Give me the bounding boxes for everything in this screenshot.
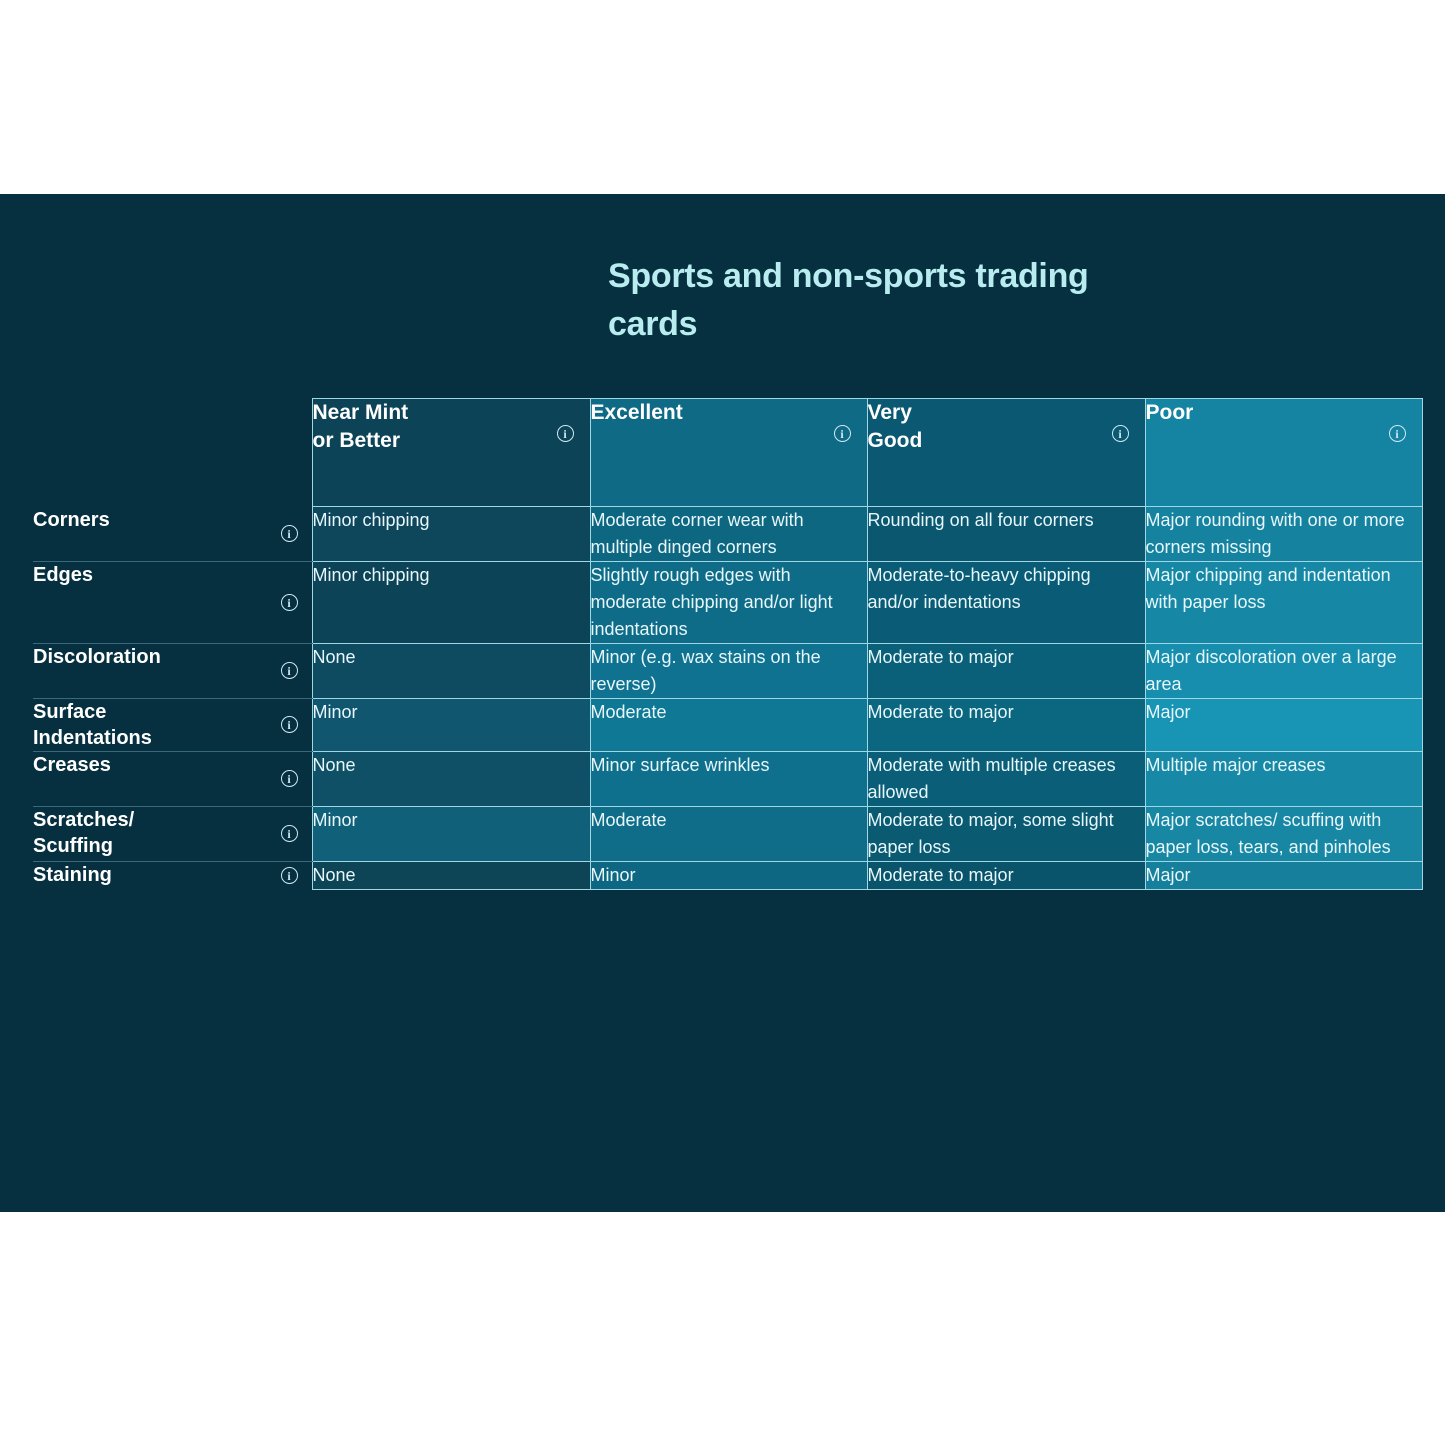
row-label-text: Corners	[33, 508, 110, 531]
column-header-near-mint-line1: Near Mint	[312, 401, 409, 424]
info-icon[interactable]: i	[834, 425, 851, 442]
cell-corners-near-mint: Minor chipping	[312, 507, 590, 562]
cell-edges-near-mint: Minor chipping	[312, 562, 590, 644]
table-row	[33, 699, 1422, 752]
info-icon[interactable]: i	[281, 594, 298, 611]
cell-surface-indentations-excellent: Moderate	[590, 699, 867, 752]
info-icon[interactable]: i	[281, 867, 298, 884]
cell-corners-poor: Major rounding with one or more corners missing	[1145, 507, 1422, 562]
table-row	[33, 562, 1422, 644]
cell-scratches-scuffing-very-good: Moderate to major, some slight paper loss	[867, 807, 1145, 862]
cell-creases-very-good: Moderate with multiple creases allowed	[867, 752, 1145, 807]
cell-staining-excellent: Minor	[590, 862, 867, 890]
page-title: Sports and non-sports trading cards	[608, 257, 1089, 343]
column-header-very-good-line2: Good	[867, 429, 923, 452]
table-row	[33, 752, 1422, 807]
row-label-scratches-scuffing	[33, 807, 312, 862]
cell-edges-poor: Major chipping and indentation with paper loss	[1145, 562, 1422, 644]
column-header-near-mint-line2: or Better	[312, 429, 401, 452]
row-label-text-line2: Scuffing	[33, 835, 113, 857]
grading-panel	[0, 194, 1445, 1212]
row-label-surface-indentations	[33, 699, 312, 752]
cell-scratches-scuffing-poor: Major scratches/ scuffing with paper loss, tears, and pinholes	[1145, 807, 1422, 862]
cell-scratches-scuffing-excellent: Moderate	[590, 807, 867, 862]
cell-staining-very-good: Moderate to major	[867, 862, 1145, 890]
cell-discoloration-near-mint: None	[312, 644, 590, 699]
header-corner-blank	[33, 399, 312, 507]
row-label-text: Edges	[33, 564, 94, 586]
cell-surface-indentations-very-good: Moderate to major	[867, 699, 1145, 752]
cell-edges-excellent: Slightly rough edges with moderate chipping and/or light indentations	[590, 562, 867, 644]
cell-creases-poor: Multiple major creases	[1145, 752, 1422, 807]
cell-discoloration-very-good: Moderate to major	[867, 644, 1145, 699]
cell-corners-very-good: Rounding on all four corners	[867, 507, 1145, 562]
cell-surface-indentations-near-mint: Minor	[312, 699, 590, 752]
info-icon[interactable]: i	[281, 525, 298, 542]
cell-corners-excellent: Moderate corner wear with multiple dinged corners	[590, 507, 867, 562]
cell-discoloration-poor: Major discoloration over a large area	[1145, 644, 1422, 699]
row-label-corners	[33, 507, 312, 562]
cell-creases-near-mint: None	[312, 752, 590, 807]
row-label-text: Creases	[33, 754, 111, 776]
column-header-excellent-line1: Excellent	[590, 401, 683, 424]
column-header-very-good-line1: Very	[867, 401, 912, 424]
table-header-row	[33, 399, 1422, 507]
cell-surface-indentations-poor: Major	[1145, 699, 1422, 752]
cell-creases-excellent: Minor surface wrinkles	[590, 752, 867, 807]
info-icon[interactable]: i	[281, 662, 298, 679]
grading-table	[33, 398, 1423, 890]
table-row	[33, 507, 1422, 562]
cell-discoloration-excellent: Minor (e.g. wax stains on the reverse)	[590, 644, 867, 699]
table-row	[33, 644, 1422, 699]
table-row	[33, 807, 1422, 862]
cell-scratches-scuffing-near-mint: Minor	[312, 807, 590, 862]
info-icon[interactable]: i	[1389, 425, 1406, 442]
column-header-poor-line1: Poor	[1145, 401, 1194, 424]
row-label-staining	[33, 862, 312, 890]
column-header-excellent	[590, 399, 867, 507]
info-icon[interactable]: i	[281, 825, 298, 842]
row-label-text-line1: Scratches/	[33, 809, 135, 831]
row-label-text: Staining	[33, 864, 112, 886]
info-icon[interactable]: i	[1112, 425, 1129, 442]
info-icon[interactable]: i	[281, 716, 298, 733]
cell-staining-near-mint: None	[312, 862, 590, 890]
row-label-text-line2: Indentations	[33, 727, 152, 749]
column-header-near-mint	[312, 399, 590, 507]
table-row	[33, 862, 1422, 890]
row-label-edges	[33, 562, 312, 644]
column-header-poor	[1145, 399, 1422, 507]
row-label-text-line1: Surface	[33, 701, 107, 723]
cell-staining-poor: Major	[1145, 862, 1422, 890]
column-header-very-good	[867, 399, 1145, 507]
row-label-text: Discoloration	[33, 646, 161, 668]
cell-edges-very-good: Moderate-to-heavy chipping and/or indentations	[867, 562, 1145, 644]
info-icon[interactable]: i	[281, 770, 298, 787]
row-label-discoloration	[33, 644, 312, 699]
info-icon[interactable]: i	[557, 425, 574, 442]
row-label-creases	[33, 752, 312, 807]
